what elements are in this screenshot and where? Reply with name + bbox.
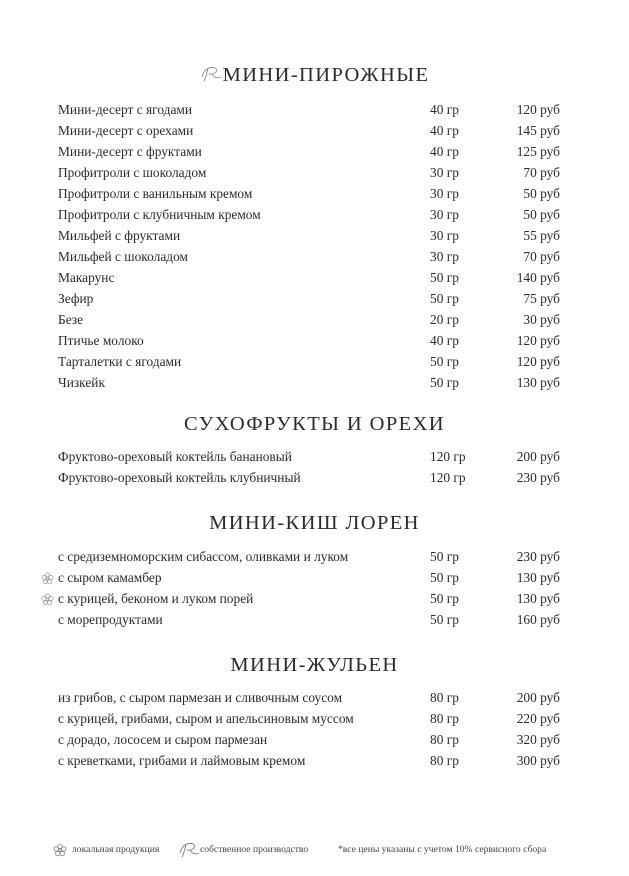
item-weight: 50 гр <box>430 612 459 627</box>
item-weight: 80 гр <box>430 711 459 726</box>
legend-local-label: локальная продукция <box>72 844 160 855</box>
item-weight: 50 гр <box>430 549 459 564</box>
item-weight: 30 гр <box>430 207 459 222</box>
menu-item-row <box>0 470 629 491</box>
item-weight: 120 гр <box>430 449 466 464</box>
item-name: Макарунс <box>58 270 115 285</box>
menu-item-row <box>0 207 629 228</box>
menu-item-row <box>0 354 629 375</box>
item-price: 130 руб <box>516 375 560 390</box>
signature-icon <box>178 841 200 859</box>
item-price: 200 руб <box>516 449 560 464</box>
item-name: Профитроли с ванильным кремом <box>58 186 253 201</box>
item-price: 130 руб <box>516 570 560 585</box>
item-weight: 30 гр <box>430 249 459 264</box>
item-weight: 80 гр <box>430 753 459 768</box>
menu-item-row <box>0 753 629 774</box>
menu-item-row <box>0 165 629 186</box>
item-price: 220 руб <box>516 711 560 726</box>
item-price: 230 руб <box>516 549 560 564</box>
item-weight: 40 гр <box>430 333 459 348</box>
item-weight: 50 гр <box>430 291 459 306</box>
item-price: 50 руб <box>523 207 560 222</box>
item-name: Чизкейк <box>58 375 105 390</box>
item-price: 55 руб <box>523 228 560 243</box>
item-price: 75 руб <box>523 291 560 306</box>
item-name: Зефир <box>58 291 94 306</box>
section-title-text: МИНИ-КИШ ЛОРЕН <box>209 512 420 534</box>
section-title <box>0 654 629 677</box>
item-price: 230 руб <box>516 470 560 485</box>
item-price: 130 руб <box>516 591 560 606</box>
menu-item-row <box>0 270 629 291</box>
item-name: Тарталетки с ягодами <box>58 354 182 369</box>
item-price: 70 руб <box>523 165 560 180</box>
item-price: 200 руб <box>516 690 560 705</box>
section-title <box>0 64 629 87</box>
menu-item-row <box>0 711 629 732</box>
item-name: с средиземноморским сибассом, оливками и луком <box>58 549 349 564</box>
local-product-icon <box>41 572 54 585</box>
section-title <box>0 413 629 436</box>
menu-item-row <box>0 249 629 270</box>
item-price: 160 руб <box>516 612 560 627</box>
item-name: Мильфей с фруктами <box>58 228 181 243</box>
item-price: 50 руб <box>523 186 560 201</box>
item-weight: 30 гр <box>430 186 459 201</box>
item-weight: 80 гр <box>430 690 459 705</box>
local-product-icon <box>41 593 54 606</box>
menu-item-row <box>0 732 629 753</box>
menu-item-row <box>0 123 629 144</box>
item-weight: 50 гр <box>430 354 459 369</box>
item-weight: 40 гр <box>430 102 459 117</box>
item-price: 70 руб <box>523 249 560 264</box>
item-weight: 30 гр <box>430 228 459 243</box>
section-title <box>0 512 629 535</box>
item-price: 120 руб <box>516 354 560 369</box>
menu-item-row <box>0 449 629 470</box>
item-weight: 50 гр <box>430 570 459 585</box>
item-name: Мини-десерт с ягодами <box>58 102 193 117</box>
item-weight: 40 гр <box>430 144 459 159</box>
menu-item-row <box>0 591 629 612</box>
item-price: 140 руб <box>516 270 560 285</box>
menu-item-row <box>0 291 629 312</box>
section-title-text: СУХОФРУКТЫ И ОРЕХИ <box>184 413 445 435</box>
item-name: Профитроли с клубничным кремом <box>58 207 261 222</box>
legend-own-label: собственное производство <box>200 844 309 855</box>
item-name: Фруктово-ореховый коктейль банановый <box>58 449 292 464</box>
item-weight: 30 гр <box>430 165 459 180</box>
item-price: 145 руб <box>516 123 560 138</box>
menu-item-row <box>0 228 629 249</box>
item-name: с дорадо, лососем и сыром пармезан <box>58 732 268 747</box>
item-name: с сыром камамбер <box>58 570 162 585</box>
section-title-text: МИНИ-ЖУЛЬЕН <box>230 654 399 676</box>
menu-item-row <box>0 549 629 570</box>
item-name: с креветками, грибами и лаймовым кремом <box>58 753 306 768</box>
menu-item-row <box>0 333 629 354</box>
item-name: с морепродуктами <box>58 612 163 627</box>
item-price: 30 руб <box>523 312 560 327</box>
item-weight: 20 гр <box>430 312 459 327</box>
menu-item-row <box>0 612 629 633</box>
item-price: 300 руб <box>516 753 560 768</box>
signature-icon <box>200 65 222 83</box>
menu-item-row <box>0 144 629 165</box>
service-fee-note: *все цены указаны с учетом 10% сервисного сбора <box>338 844 547 855</box>
item-name: Птичье молоко <box>58 333 144 348</box>
item-price: 320 руб <box>516 732 560 747</box>
menu-item-row <box>0 375 629 396</box>
item-name: с курицей, беконом и луком порей <box>58 591 254 606</box>
item-name: из грибов, с сыром пармезан и сливочным соусом <box>58 690 343 705</box>
item-name: Фруктово-ореховый коктейль клубничный <box>58 470 301 485</box>
item-weight: 120 гр <box>430 470 466 485</box>
item-price: 125 руб <box>516 144 560 159</box>
item-name: с курицей, грибами, сыром и апельсиновым муссом <box>58 711 354 726</box>
menu-item-row <box>0 102 629 123</box>
item-weight: 50 гр <box>430 270 459 285</box>
flower-icon <box>53 843 67 857</box>
item-weight: 40 гр <box>430 123 459 138</box>
item-name: Безе <box>58 312 84 327</box>
menu-item-row <box>0 690 629 711</box>
item-weight: 50 гр <box>430 591 459 606</box>
item-price: 120 руб <box>516 102 560 117</box>
section-title-text: МИНИ-ПИРОЖНЫЕ <box>222 64 430 86</box>
menu-item-row <box>0 312 629 333</box>
item-name: Мильфей с шоколадом <box>58 249 188 264</box>
item-name: Мини-десерт с орехами <box>58 123 194 138</box>
menu-item-row <box>0 186 629 207</box>
menu-item-row <box>0 570 629 591</box>
item-name: Профитроли с шоколадом <box>58 165 207 180</box>
item-weight: 50 гр <box>430 375 459 390</box>
item-price: 120 руб <box>516 333 560 348</box>
item-weight: 80 гр <box>430 732 459 747</box>
item-name: Мини-десерт с фруктами <box>58 144 202 159</box>
footer-legend <box>0 840 629 862</box>
